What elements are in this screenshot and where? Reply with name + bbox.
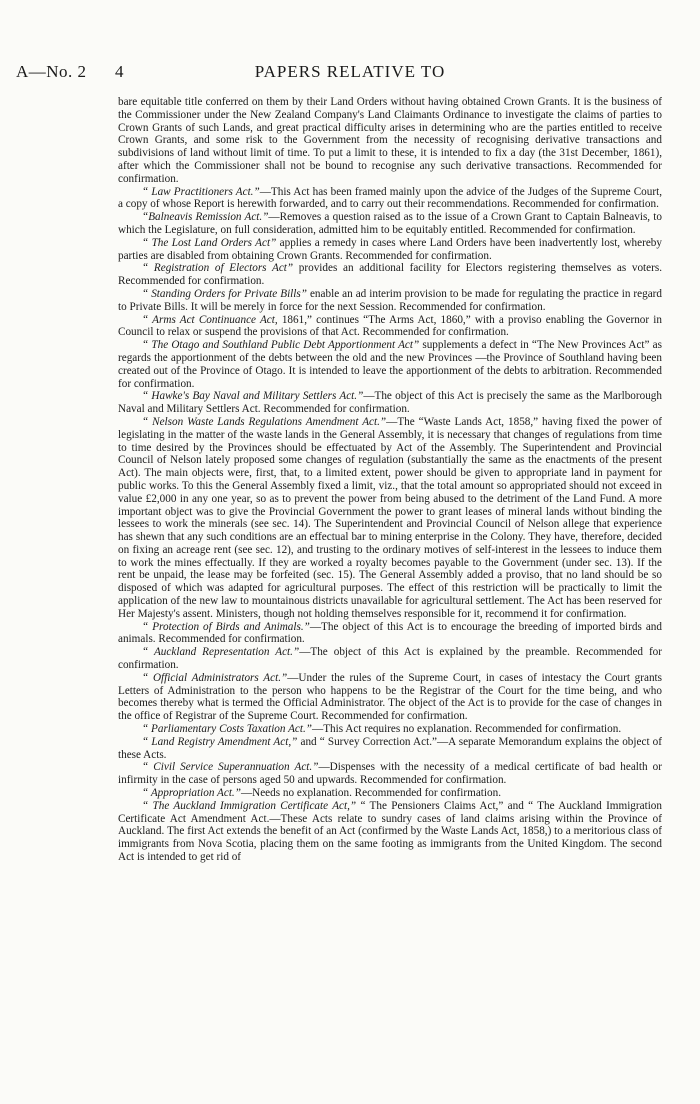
paragraph [118, 672, 662, 723]
paragraph [118, 621, 662, 647]
paragraph [118, 211, 662, 237]
act-title: “ The Otago and Southland Public Debt Apportionment Act” [142, 339, 420, 352]
paragraph-text: “ The Pensioners Claims Act,” and “ The Auckland Immigration Certificate Act Amendment Act.—These Acts relate to sundry cases of land claims arising within the Province of Auckland. The first Act extends the benefit of an Act (confirmed by the Waste Lands Act, 1858,) to a meritorious class of immigrants from Nova Scotia, placing them on the same footing as immigrants from the United Kingdom. The second Act is intended to get rid of [118, 799, 662, 864]
paragraph [118, 416, 662, 621]
paragraph [118, 787, 662, 800]
paragraph [118, 186, 662, 212]
act-title: “ Civil Service Superannuation Act.” [142, 761, 319, 774]
act-title: “ Nelson Waste Lands Regulations Amendment Act.” [142, 415, 387, 428]
paragraph-text: —Under the rules of the Supreme Court, in cases of intestacy the Court grants Letters of Administration to the person who happens to be the Registrar of the Court for the time being, and who becomes thereby what is termed the Official Administrator. The object of the Act is to provide for the case of changes in the office of Registrar of the Supreme Court. Recommended for confirmation. [118, 671, 662, 723]
act-title: “ Registration of Electors Act” [142, 262, 294, 275]
paragraph-text: —Dispenses with the necessity of a medical certificate of bad health or infirmity in the case of persons aged 50 and upwards. Recommended for confirmation. [118, 761, 663, 787]
act-title: “ Protection of Birds and Animals.” [142, 620, 310, 633]
paragraph [118, 800, 662, 864]
paragraph [118, 96, 662, 186]
paragraph [118, 736, 662, 762]
act-title: “ Appropriation Act.” [142, 787, 241, 800]
paragraph-text: 1861,” continues “The Arms Act, 1860,” with a proviso enabling the Governor in Council to relax or suspend the provisions of that Act. Recommended for confirmation. [118, 313, 662, 339]
paragraph-text: —This Act has been framed mainly upon the advice of the Judges of the Supreme Court, a copy of whose Report is herewith forwarded, and to carry out their recommendations. Recommended for confirmation. [118, 185, 662, 211]
act-title: “ Arms Act Continuance Act, [142, 313, 278, 326]
act-title: “ Parliamentary Costs Taxation Act.” [142, 723, 313, 736]
paragraph-text: —The object of this Act is explained by the preamble. Recommended for confirmation. [118, 646, 663, 672]
paragraph [118, 723, 662, 736]
act-title: “ Auckland Representation Act.” [142, 646, 300, 659]
paragraph-text: provides an additional facility for Electors registering themselves as voters. Recommended for confirmation. [118, 262, 663, 288]
document-reference: A—No. 2 [16, 62, 87, 81]
paragraph-text: —The “Waste Lands Act, 1858,” having fixed the power of legislating in the matter of the waste lands in the General Assembly, it is necessary that changes of regulations from time to time desired by the Provinces should be effectuated by Act of the Assembly. The Superintendent and Provincial Council of Nelson lately proposed some changes of regulation (substantially the same as the enactments of the present Act). The main objects were, first, that, to a limited extent, power should be given to appropriate land in payment for public works. To this the General Assembly fixed a limit, viz., that the total amount so appropriated should not exceed in value £2,000 in any one year, so as to prevent the power from being abused to the detriment of the Land Fund. A more important object was to give the Provincial Government the power to grant leases of mineral lands without binding the lessees to work the minerals (see sec. 14). The Superintendent and Provincial Council of Nelson allege that experience has shewn that any such conditions are an effectual bar to mining enterprise in the Colony. They have, therefore, decided on fixing an acreage rent (see sec. 12), and trusting to the ordinary motives of self-interest in the lessees to induce them to work the mines effectually. If they are worked a royalty becomes payable to the Government (under sec. 13). If the rent be unpaid, the lease may be forfeited (sec. 15). The General Assembly added a proviso, that no land should be so disposed of which was adapted for agricultural purposes. The effect of this restriction will be practically to limit the application of the new law to mountainous districts unavailable for agricultural settlement. The Act has been reserved for Her Majesty's assent. Ministers, though not holding themselves responsible for it, recommend it for confirmation. [118, 415, 663, 620]
act-title: “ Standing Orders for Private Bills” [142, 287, 307, 300]
paragraph [118, 314, 662, 340]
paragraph [118, 237, 662, 263]
paragraph [118, 262, 662, 288]
running-title: PAPERS RELATIVE TO [254, 62, 446, 81]
act-title: “Balneavis Remission Act.” [142, 211, 269, 224]
act-title: “ Law Practitioners Act.” [142, 185, 260, 198]
act-title: “ Land Registry Amendment Act,” [142, 735, 298, 748]
act-title: “ The Auckland Immigration Certificate Act,” [142, 799, 357, 812]
page-header [0, 62, 700, 86]
paragraph-text: —The object of this Act is to encourage the breeding of imported birds and animals. Recommended for confirmation. [118, 620, 662, 646]
paragraph [118, 761, 662, 787]
paragraph-text: and “ Survey Correction Act.”—A separate Memorandum explains the object of these Acts. [118, 735, 663, 761]
act-title: “ Hawke's Bay Naval and Military Settlers Act.” [142, 390, 364, 403]
act-title: “ The Lost Land Orders Act” [142, 236, 277, 249]
paragraph-text: —Needs no explanation. Recommended for confirmation. [240, 787, 501, 800]
paragraph-text: —The object of this Act is precisely the same as the Marlborough Naval and Military Settlers Act. Recommended for confirmation. [118, 390, 662, 416]
act-title: “ Official Administrators Act.” [142, 671, 288, 684]
body-text [118, 96, 662, 864]
paragraph [118, 339, 662, 390]
paragraph [118, 288, 662, 314]
paragraph-text: applies a remedy in cases where Land Orders have been inadvertently lost, whereby parties are disabled from obtaining Crown Grants. Recommended for confirmation. [118, 236, 662, 262]
paragraph-text: bare equitable title conferred on them by their Land Orders without having obtained Crown Grants. It is the business of the Commissioner under the New Zealand Company's Land Claimants Ordinance to investigate the claims of parties to Crown Grants of such Lands, and great practical difficulty arises in determining who are the parties entitled to receive Crown Grants, and some risk to the Government from the necessity of recognising derivative transactions and subdivisions of land without limit of time. To put a limit to these, it is intended to fix a day (the 31st December, 1861), after which the Commissioner shall not be bound to recognise any such derivative transactions. Recommended for confirmation. [118, 96, 662, 185]
paragraph-text: enable an ad interim provision to be made for regulating the practice in regard to Private Bills. It will be merely in force for the next Session. Recommended for confirmation. [118, 287, 662, 313]
paragraph [118, 646, 662, 672]
paragraph-text: supplements a defect in “The New Provinces Act” as regards the apportionment of the debts between the old and the new Provinces —the Province of Southland having been created out of the Province of Otago. It is intended to leave the apportionment of the debts to arbitration. Recommended for confirmation. [118, 339, 662, 390]
paragraph-text: —Removes a question raised as to the issue of a Crown Grant to Captain Balneavis, to which the Legislature, on full consideration, admitted him to be equitably entitled. Recommended for confirmation. [118, 211, 662, 236]
page-number: 4 [115, 62, 124, 81]
paragraph [118, 390, 662, 416]
paragraph-text: —This Act requires no explanation. Recommended for confirmation. [312, 723, 622, 736]
